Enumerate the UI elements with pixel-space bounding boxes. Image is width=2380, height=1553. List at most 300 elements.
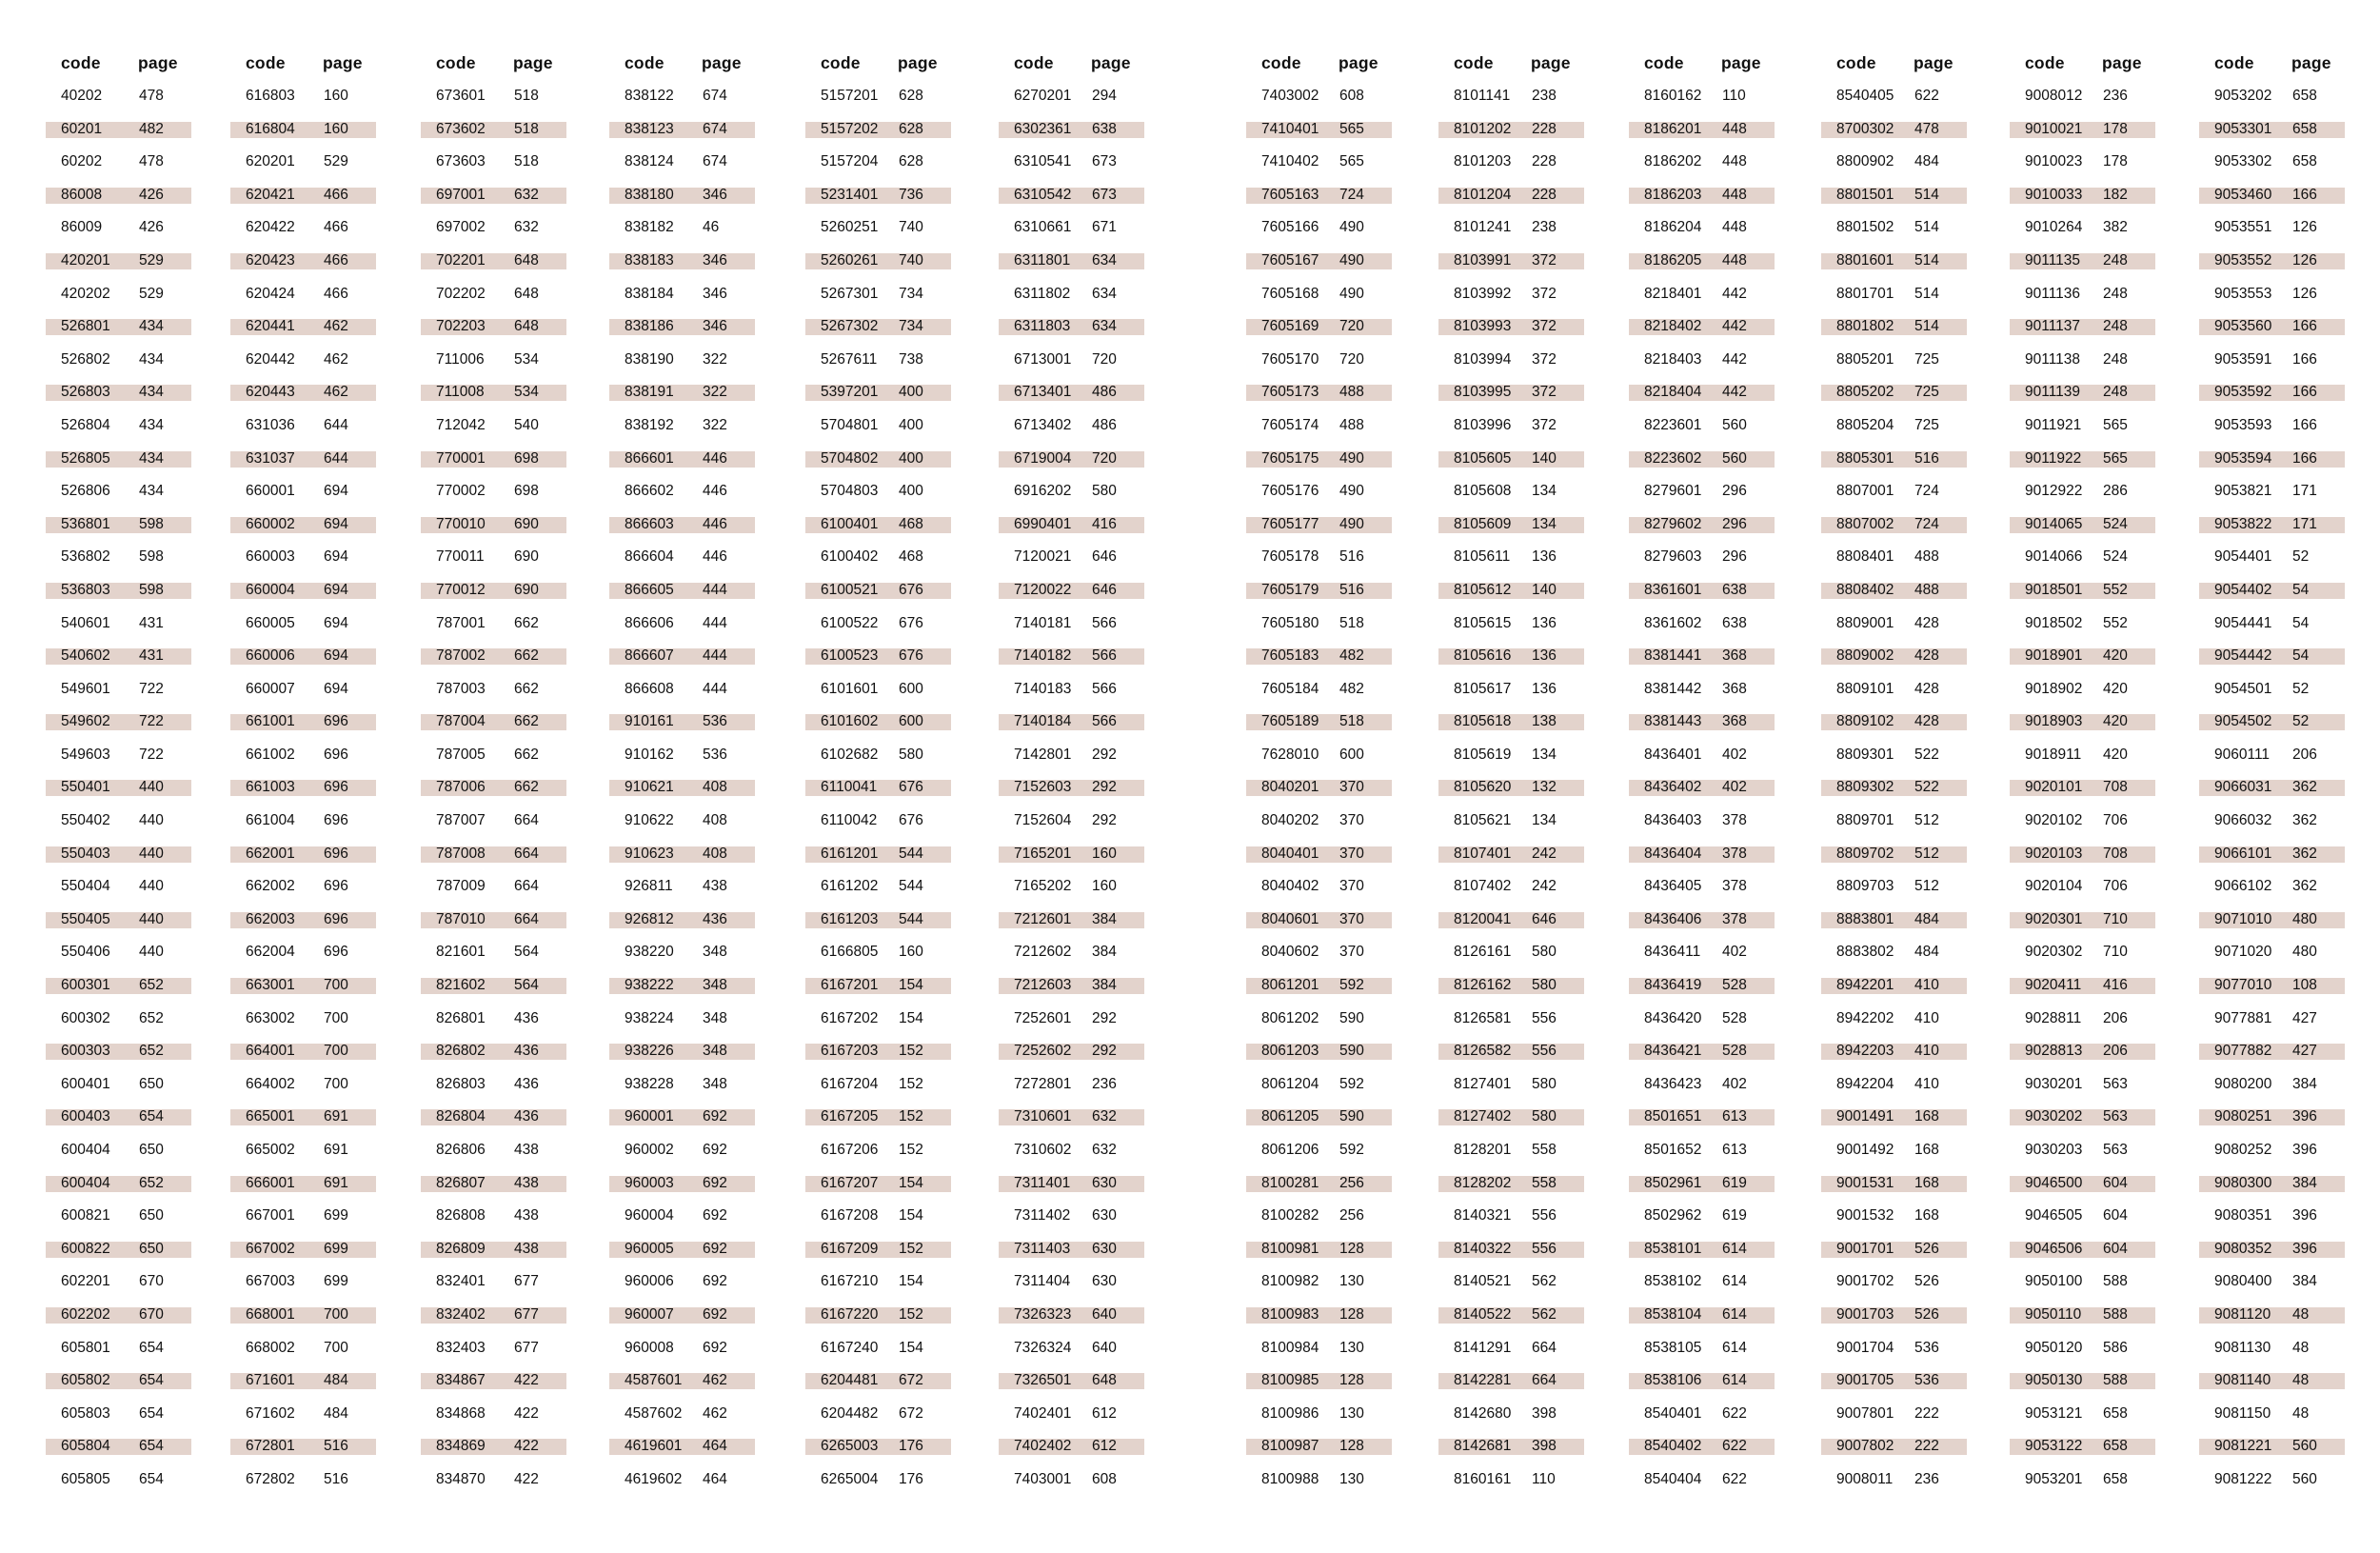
table-row [1438, 838, 1584, 871]
page-cell: 427 [2292, 1043, 2317, 1060]
code-cell: 8141291 [1454, 1339, 1512, 1356]
code-cell: 6167240 [821, 1339, 879, 1356]
page-cell: 598 [139, 515, 164, 532]
table-row [805, 739, 951, 772]
code-cell: 6101601 [821, 680, 879, 697]
table-row [46, 1364, 191, 1398]
table-row [230, 1398, 376, 1431]
code-cell: 420201 [61, 251, 110, 269]
code-cell: 8436423 [1644, 1075, 1702, 1092]
page-cell: 370 [1339, 910, 1364, 927]
page-cell: 442 [1722, 285, 1747, 302]
code-cell: 9020102 [2025, 812, 2083, 829]
page-cell: 676 [899, 812, 923, 829]
code-header: code [1014, 53, 1054, 72]
table-row [1246, 376, 1392, 409]
table-row [421, 80, 566, 113]
code-cell: 420202 [61, 285, 110, 302]
code-cell: 787004 [436, 713, 486, 730]
page-cell: 468 [899, 548, 923, 566]
code-cell: 960005 [625, 1240, 674, 1257]
code-cell: 6167210 [821, 1273, 879, 1290]
code-cell: 866606 [625, 614, 674, 631]
table-row [2199, 1265, 2345, 1299]
page-cell: 486 [1092, 384, 1117, 401]
code-cell: 662002 [246, 878, 295, 895]
code-cell: 9080351 [2214, 1207, 2272, 1224]
page-cell: 372 [1532, 285, 1557, 302]
code-cell: 6101602 [821, 713, 879, 730]
page-cell: 552 [2103, 581, 2128, 598]
table-row [421, 739, 566, 772]
table-row [1438, 541, 1584, 574]
page-cell: 126 [2292, 285, 2317, 302]
code-cell: 6310541 [1014, 153, 1072, 170]
page-cell: 438 [514, 1142, 539, 1158]
table-row [230, 508, 376, 542]
table-row [2199, 607, 2345, 641]
table-row [421, 541, 566, 574]
table-row [230, 211, 376, 245]
page-cell: 708 [2103, 845, 2128, 862]
index-column-3 [421, 48, 566, 1497]
table-row [1629, 1134, 1775, 1167]
page-cell: 608 [1339, 88, 1364, 104]
code-cell: 910621 [625, 779, 674, 796]
page-cell: 482 [139, 120, 164, 137]
page-cell: 236 [1092, 1075, 1117, 1092]
table-row [2010, 409, 2155, 443]
code-cell: 8809001 [1836, 614, 1894, 631]
page-cell: 613 [1722, 1108, 1747, 1125]
table-row [1821, 344, 1967, 377]
table-row [2010, 344, 2155, 377]
page-cell: 724 [1339, 186, 1364, 203]
code-cell: 926811 [625, 878, 673, 895]
code-cell: 7252601 [1014, 1009, 1072, 1026]
page-cell: 738 [899, 350, 923, 368]
code-cell: 8540402 [1644, 1438, 1702, 1455]
index-column-6 [999, 48, 1144, 1497]
code-cell: 8100982 [1261, 1273, 1319, 1290]
code-cell: 5157201 [821, 88, 879, 104]
page-cell: 534 [514, 384, 539, 401]
code-cell: 770010 [436, 515, 486, 532]
code-cell: 8105612 [1454, 581, 1512, 598]
code-cell: 8107401 [1454, 845, 1512, 862]
page-cell: 434 [139, 449, 164, 467]
code-cell: 8105618 [1454, 713, 1512, 730]
table-row [46, 245, 191, 278]
code-cell: 7140182 [1014, 647, 1072, 665]
table-row [1821, 1003, 1967, 1036]
table-row [2199, 1463, 2345, 1497]
code-cell: 6100521 [821, 581, 879, 598]
page-cell: 614 [1722, 1372, 1747, 1389]
code-cell: 665002 [246, 1142, 295, 1158]
page-cell: 490 [1339, 285, 1364, 302]
code-cell: 7605176 [1261, 483, 1319, 500]
page-cell: 560 [2292, 1470, 2317, 1487]
code-cell: 8126581 [1454, 1009, 1512, 1026]
code-cell: 6713401 [1014, 384, 1072, 401]
page-cell: 644 [324, 416, 348, 433]
code-cell: 8809302 [1836, 779, 1894, 796]
page-cell: 566 [1092, 713, 1117, 730]
page-cell: 664 [514, 845, 539, 862]
page-cell: 648 [1092, 1372, 1117, 1389]
code-cell: 8279601 [1644, 483, 1702, 500]
code-cell: 787005 [436, 746, 486, 763]
code-cell: 550405 [61, 910, 110, 927]
code-cell: 550401 [61, 779, 110, 796]
table-row [230, 1167, 376, 1201]
page-cell: 612 [1092, 1438, 1117, 1455]
page-cell: 692 [703, 1142, 727, 1158]
page-cell: 448 [1722, 219, 1747, 236]
page-cell: 638 [1722, 614, 1747, 631]
code-cell: 9080400 [2214, 1273, 2272, 1290]
table-row [230, 1430, 376, 1463]
table-row [46, 574, 191, 607]
page-cell: 534 [514, 350, 539, 368]
table-row [1629, 1003, 1775, 1036]
table-row [805, 1430, 951, 1463]
code-cell: 6110041 [821, 779, 878, 796]
code-cell: 8100987 [1261, 1438, 1319, 1455]
code-cell: 8436405 [1644, 878, 1702, 895]
page-cell: 604 [2103, 1240, 2128, 1257]
code-cell: 665001 [246, 1108, 295, 1125]
page-cell: 658 [2292, 153, 2317, 170]
table-row [230, 475, 376, 508]
code-cell: 7403002 [1261, 88, 1319, 104]
table-row [421, 443, 566, 476]
table-row [999, 1134, 1144, 1167]
code-cell: 8101203 [1454, 153, 1512, 170]
page-cell: 516 [1339, 548, 1364, 566]
table-row [805, 1265, 951, 1299]
code-cell: 526803 [61, 384, 110, 401]
page-cell: 692 [703, 1174, 727, 1191]
page-cell: 563 [2103, 1142, 2128, 1158]
table-row [1821, 904, 1967, 937]
page-cell: 178 [2103, 153, 2128, 170]
page-cell: 466 [324, 186, 348, 203]
table-row [1246, 870, 1392, 904]
page-cell: 48 [2292, 1404, 2310, 1422]
table-row [999, 870, 1144, 904]
page-cell: 410 [1914, 1075, 1939, 1092]
code-cell: 7326324 [1014, 1339, 1072, 1356]
page-cell: 130 [1339, 1273, 1364, 1290]
page-cell: 434 [139, 384, 164, 401]
page-cell: 154 [899, 1174, 923, 1191]
page-cell: 382 [2103, 219, 2128, 236]
table-row [1629, 146, 1775, 179]
page-cell: 480 [2292, 910, 2317, 927]
table-row [2010, 1332, 2155, 1365]
page-cell: 662 [514, 680, 539, 697]
page-cell: 168 [1914, 1207, 1939, 1224]
table-row [1629, 771, 1775, 805]
index-column-7 [1246, 48, 1392, 1497]
table-row [46, 1167, 191, 1201]
page-cell: 378 [1722, 878, 1747, 895]
page-cell: 446 [703, 449, 727, 467]
page-cell: 160 [324, 120, 348, 137]
table-row [421, 310, 566, 344]
table-row [999, 838, 1144, 871]
page-cell: 674 [703, 120, 727, 137]
page-cell: 136 [1532, 614, 1557, 631]
page-cell: 592 [1339, 1075, 1364, 1092]
table-row [609, 376, 755, 409]
code-cell: 6167206 [821, 1142, 879, 1158]
page-header: page [1091, 53, 1131, 72]
page-cell: 408 [703, 779, 727, 796]
code-cell: 9010021 [2025, 120, 2083, 137]
page-cell: 566 [1092, 614, 1117, 631]
code-cell: 4587602 [625, 1404, 683, 1422]
code-cell: 9054442 [2214, 647, 2272, 665]
page-cell: 422 [514, 1438, 539, 1455]
page-cell: 556 [1532, 1009, 1557, 1026]
table-row [1629, 640, 1775, 673]
page-cell: 630 [1092, 1207, 1117, 1224]
code-cell: 5157202 [821, 120, 879, 137]
table-row [1246, 1332, 1392, 1365]
table-row [1821, 376, 1967, 409]
page-cell: 322 [703, 384, 727, 401]
code-cell: 600403 [61, 1108, 110, 1125]
table-row [2199, 1233, 2345, 1266]
table-row [999, 179, 1144, 212]
table-row [46, 409, 191, 443]
table-row [999, 310, 1144, 344]
page-cell: 676 [899, 779, 923, 796]
code-cell: 8105619 [1454, 746, 1512, 763]
column-header [1246, 48, 1392, 80]
code-cell: 8218404 [1644, 384, 1702, 401]
page-cell: 580 [1092, 483, 1117, 500]
code-cell: 9080252 [2214, 1142, 2272, 1158]
table-row [421, 607, 566, 641]
page-cell: 694 [324, 680, 348, 697]
code-cell: 526805 [61, 449, 110, 467]
page-cell: 140 [1532, 581, 1557, 598]
table-row [1438, 870, 1584, 904]
page-cell: 248 [2103, 318, 2128, 335]
page-cell: 720 [1092, 449, 1117, 467]
code-cell: 960002 [625, 1142, 674, 1158]
table-row [2010, 179, 2155, 212]
table-row [999, 475, 1144, 508]
page-cell: 563 [2103, 1075, 2128, 1092]
table-row [230, 1035, 376, 1068]
column-header [1821, 48, 1967, 80]
page-cell: 512 [1914, 878, 1939, 895]
page-cell: 654 [139, 1339, 164, 1356]
table-row [805, 1068, 951, 1102]
code-cell: 8436406 [1644, 910, 1702, 927]
page-cell: 646 [1532, 910, 1557, 927]
page-cell: 378 [1722, 910, 1747, 927]
table-row [46, 179, 191, 212]
page-cell: 400 [899, 384, 923, 401]
page-cell: 176 [899, 1470, 923, 1487]
code-cell: 8127402 [1454, 1108, 1512, 1125]
column-header [46, 48, 191, 80]
page-cell: 512 [1914, 845, 1939, 862]
page-cell: 529 [139, 251, 164, 269]
code-cell: 60201 [61, 120, 103, 137]
code-cell: 821601 [436, 944, 486, 961]
code-cell: 8805204 [1836, 416, 1894, 433]
page-cell: 490 [1339, 449, 1364, 467]
code-cell: 8501651 [1644, 1108, 1702, 1125]
code-cell: 9008012 [2025, 88, 2083, 104]
code-cell: 8805201 [1836, 350, 1894, 368]
table-row [230, 1200, 376, 1233]
page-cell: 580 [899, 746, 923, 763]
code-cell: 7212602 [1014, 944, 1072, 961]
code-cell: 9018501 [2025, 581, 2083, 598]
code-cell: 9080251 [2214, 1108, 2272, 1125]
code-cell: 9020103 [2025, 845, 2083, 862]
page-cell: 168 [1914, 1142, 1939, 1158]
code-cell: 7140184 [1014, 713, 1072, 730]
page-cell: 160 [1092, 845, 1117, 862]
table-row [999, 1299, 1144, 1332]
page-cell: 650 [139, 1240, 164, 1257]
table-row [46, 838, 191, 871]
table-row [230, 80, 376, 113]
table-row [1438, 1200, 1584, 1233]
code-cell: 826804 [436, 1108, 486, 1125]
code-cell: 826803 [436, 1075, 486, 1092]
page-cell: 166 [2292, 416, 2317, 433]
table-row [1246, 771, 1392, 805]
code-cell: 9066101 [2214, 845, 2272, 862]
code-cell: 8218403 [1644, 350, 1702, 368]
code-cell: 671601 [246, 1372, 295, 1389]
code-cell: 787002 [436, 647, 486, 665]
page-cell: 592 [1339, 977, 1364, 994]
page-cell: 736 [899, 186, 923, 203]
code-cell: 6713001 [1014, 350, 1072, 368]
code-cell: 526806 [61, 483, 110, 500]
page-cell: 136 [1532, 647, 1557, 665]
page-cell: 346 [703, 318, 727, 335]
table-row [805, 1003, 951, 1036]
page-cell: 286 [2103, 483, 2128, 500]
page-cell: 466 [324, 219, 348, 236]
table-row [1821, 1265, 1967, 1299]
table-row [1629, 278, 1775, 311]
page-cell: 600 [1339, 746, 1364, 763]
code-cell: 960001 [625, 1108, 674, 1125]
code-cell: 7140183 [1014, 680, 1072, 697]
page-cell: 436 [514, 1075, 539, 1092]
page-cell: 398 [1532, 1438, 1557, 1455]
page-cell: 420 [2103, 746, 2128, 763]
table-row [999, 904, 1144, 937]
code-cell: 9066102 [2214, 878, 2272, 895]
page-cell: 428 [1914, 680, 1939, 697]
table-row [421, 838, 566, 871]
page-cell: 662 [514, 746, 539, 763]
page-cell: 490 [1339, 515, 1364, 532]
table-row [46, 1068, 191, 1102]
code-cell: 8540404 [1644, 1470, 1702, 1487]
table-row [1246, 1200, 1392, 1233]
code-cell: 826809 [436, 1240, 486, 1257]
code-cell: 6310661 [1014, 219, 1072, 236]
page-cell: 420 [2103, 647, 2128, 665]
page-cell: 619 [1722, 1174, 1747, 1191]
table-row [1246, 739, 1392, 772]
page-cell: 138 [1532, 713, 1557, 730]
index-column-2 [230, 48, 376, 1497]
table-row [1629, 1233, 1775, 1266]
code-cell: 5157204 [821, 153, 879, 170]
page-cell: 696 [324, 713, 348, 730]
code-cell: 7212601 [1014, 910, 1072, 927]
page-cell: 446 [703, 483, 727, 500]
code-cell: 821602 [436, 977, 486, 994]
page-cell: 438 [514, 1240, 539, 1257]
index-column-10 [1821, 48, 1967, 1497]
table-row [230, 146, 376, 179]
table-row [1821, 1398, 1967, 1431]
page-cell: 110 [1532, 1470, 1556, 1487]
code-cell: 9054502 [2214, 713, 2272, 730]
code-cell: 8223601 [1644, 416, 1702, 433]
code-cell: 8809002 [1836, 647, 1894, 665]
page-cell: 640 [1092, 1305, 1117, 1323]
table-row [46, 640, 191, 673]
table-row [421, 344, 566, 377]
code-cell: 9028811 [2025, 1009, 2082, 1026]
table-row [609, 211, 755, 245]
page-cell: 529 [139, 285, 164, 302]
code-cell: 6204481 [821, 1372, 879, 1389]
table-row [1821, 771, 1967, 805]
code-cell: 7212603 [1014, 977, 1072, 994]
page-cell: 52 [2292, 713, 2310, 730]
code-cell: 620422 [246, 219, 295, 236]
code-cell: 9081150 [2214, 1404, 2271, 1422]
table-row [421, 969, 566, 1003]
table-row [2010, 870, 2155, 904]
column-header [2199, 48, 2345, 80]
table-row [421, 1233, 566, 1266]
page-cell: 292 [1092, 1009, 1117, 1026]
page-header: page [513, 53, 553, 72]
table-row [999, 278, 1144, 311]
page-cell: 178 [2103, 120, 2128, 137]
page-cell: 514 [1914, 251, 1939, 269]
code-cell: 787009 [436, 878, 486, 895]
table-row [421, 1398, 566, 1431]
code-cell: 5704803 [821, 483, 879, 500]
table-row [1629, 739, 1775, 772]
table-row [1438, 1233, 1584, 1266]
page-cell: 440 [139, 910, 164, 927]
table-row [1246, 1101, 1392, 1134]
code-cell: 9053202 [2214, 88, 2272, 104]
